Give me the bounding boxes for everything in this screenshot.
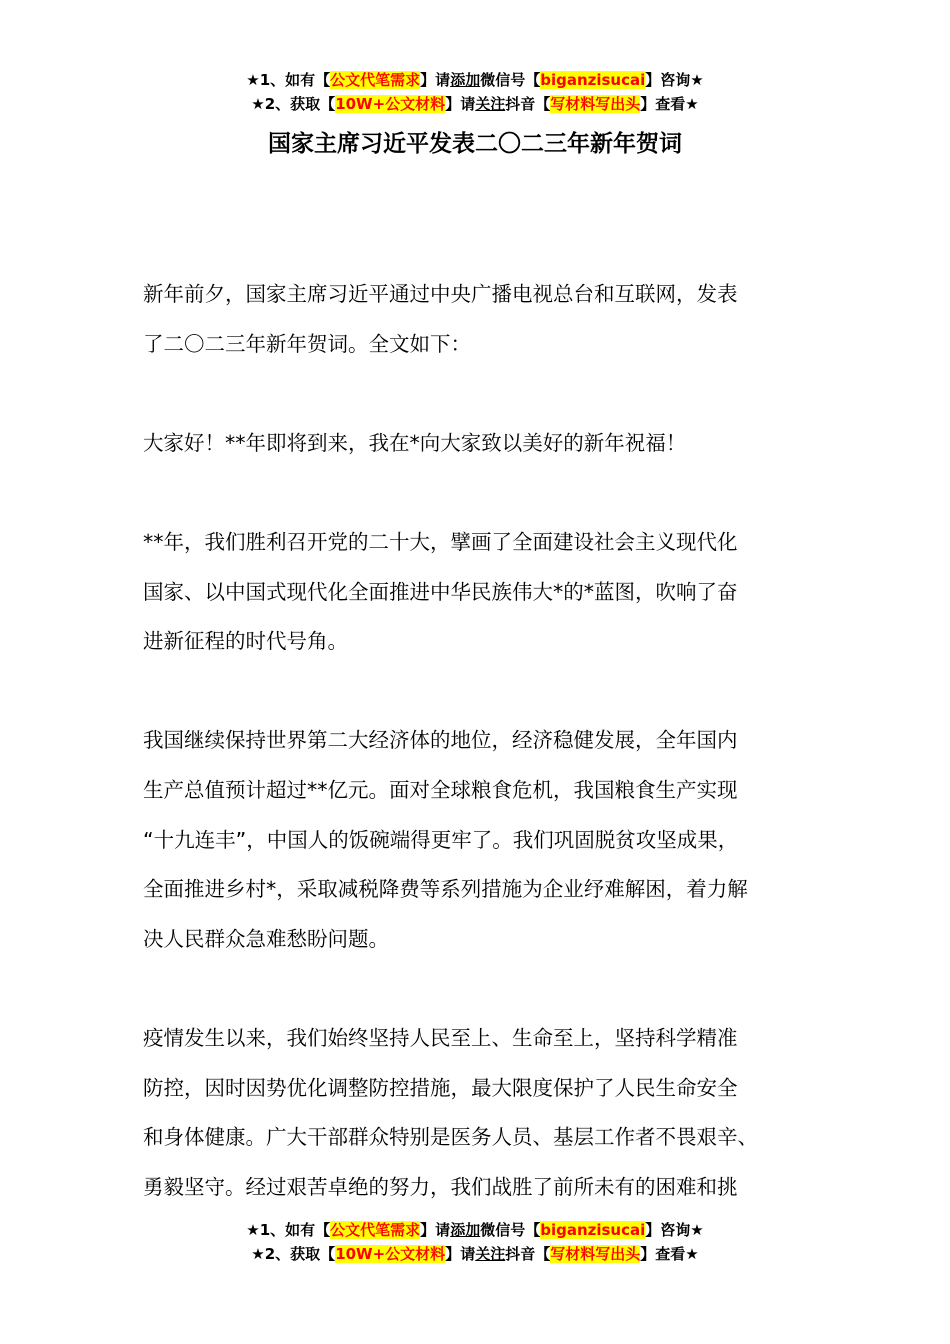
paragraph-line: 防控，因时因势优化调整防控措施，最大限度保护了人民生命安全 bbox=[143, 1075, 738, 1100]
paragraph-line: “十九连丰”，中国人的饭碗端得更牢了。我们巩固脱贫攻坚成果， bbox=[143, 827, 739, 852]
paragraph-line: 疫情发生以来，我们始终坚持人民至上、生命至上，坚持科学精准 bbox=[143, 1025, 738, 1050]
paragraph bbox=[143, 716, 833, 964]
header-promo-banner bbox=[0, 68, 950, 116]
promo-highlight: biganzisucai bbox=[540, 71, 646, 89]
paragraph-line: 国家、以中国式现代化全面推进中华民族伟大*的*蓝图，吹响了奋 bbox=[143, 579, 738, 604]
paragraph-line: 生产总值预计超过**亿元。面对全球粮食危机，我国粮食生产实现 bbox=[143, 777, 738, 802]
promo-highlight: 10W+公文材料 bbox=[335, 95, 446, 113]
promo-text: ★1、如有【 bbox=[246, 1221, 331, 1239]
paragraph-line: 决人民群众急难愁盼问题。 bbox=[143, 926, 389, 951]
promo-line-2 bbox=[0, 1242, 950, 1266]
paragraph bbox=[143, 419, 833, 469]
promo-text: ★2、获取【 bbox=[251, 1245, 336, 1263]
promo-line-1 bbox=[0, 68, 950, 92]
promo-underlined: 关注 bbox=[475, 95, 506, 113]
promo-underlined: 添加 bbox=[450, 71, 481, 89]
paragraph-line: 了二〇二三年新年贺词。全文如下： bbox=[143, 331, 471, 356]
promo-highlight: 写材料写出头 bbox=[550, 95, 641, 113]
paragraph bbox=[143, 518, 833, 667]
promo-highlight: 公文代笔需求 bbox=[330, 71, 421, 89]
promo-underlined: 添加 bbox=[450, 1221, 481, 1239]
promo-text: 】请 bbox=[420, 71, 451, 89]
paragraph-line: 勇毅坚守。经过艰苦卓绝的努力，我们战胜了前所未有的困难和挑 bbox=[143, 1174, 738, 1199]
document-title: 国家主席习近平发表二〇二三年新年贺词 bbox=[268, 131, 682, 157]
promo-highlight: biganzisucai bbox=[540, 1221, 646, 1239]
promo-text: 】请 bbox=[445, 1245, 476, 1263]
footer-promo-banner bbox=[0, 1218, 950, 1266]
promo-highlight: 写材料写出头 bbox=[550, 1245, 641, 1263]
promo-highlight: 10W+公文材料 bbox=[335, 1245, 446, 1263]
promo-text: 】请 bbox=[420, 1221, 451, 1239]
promo-line-2 bbox=[0, 92, 950, 116]
paragraph bbox=[143, 1014, 833, 1212]
promo-text: 微信号【 bbox=[480, 1221, 541, 1239]
promo-text: 】咨询★ bbox=[645, 1221, 704, 1239]
promo-text: 】请 bbox=[445, 95, 476, 113]
promo-text: 抖音【 bbox=[505, 1245, 551, 1263]
paragraph-line: 全面推进乡村*，采取减税降费等系列措施为企业纾难解困，着力解 bbox=[143, 877, 748, 902]
promo-text: 】查看★ bbox=[640, 95, 699, 113]
promo-text: ★1、如有【 bbox=[246, 71, 331, 89]
paragraph-line: **年，我们胜利召开党的二十大，擘画了全面建设社会主义现代化 bbox=[143, 529, 738, 554]
promo-text: 】咨询★ bbox=[645, 71, 704, 89]
promo-underlined: 关注 bbox=[475, 1245, 506, 1263]
promo-text: 抖音【 bbox=[505, 95, 551, 113]
paragraph-line: 进新征程的时代号角。 bbox=[143, 629, 348, 654]
paragraph-line: 和身体健康。广大干部群众特别是医务人员、基层工作者不畏艰辛、 bbox=[143, 1125, 758, 1150]
paragraph-line: 大家好！**年即将到来，我在*向大家致以美好的新年祝福！ bbox=[143, 430, 687, 455]
paragraph-line: 我国继续保持世界第二大经济体的地位，经济稳健发展，全年国内 bbox=[143, 728, 738, 753]
paragraph bbox=[143, 270, 833, 369]
document-body bbox=[143, 270, 833, 1262]
promo-highlight: 公文代笔需求 bbox=[330, 1221, 421, 1239]
promo-text: 微信号【 bbox=[480, 71, 541, 89]
paragraph-line: 新年前夕，国家主席习近平通过中央广播电视总台和互联网，发表 bbox=[143, 282, 738, 306]
promo-text: 】查看★ bbox=[640, 1245, 699, 1263]
promo-text: ★2、获取【 bbox=[251, 95, 336, 113]
promo-line-1 bbox=[0, 1218, 950, 1242]
